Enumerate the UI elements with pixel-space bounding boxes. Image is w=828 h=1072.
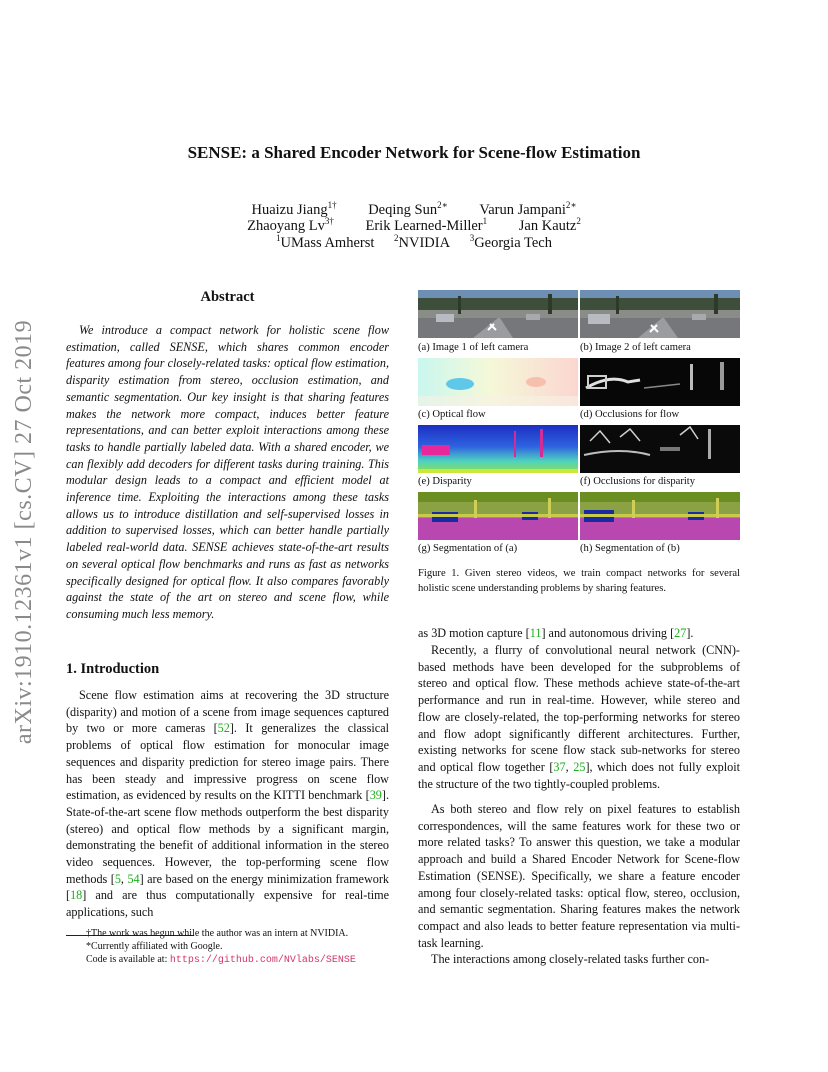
figure-segmentation-b [580, 492, 740, 540]
author: Deqing Sun$^{2∗}$ [368, 200, 448, 218]
code-url-link[interactable]: https://github.com/NVlabs/SENSE [169, 955, 356, 966]
figure-segmentation-a [418, 492, 578, 540]
abstract-text: We introduce a compact network for holistic scene flow estimation, called SENSE, which shares common encoder features among four closely-related tasks: optical flow estimation, disparity estimation from stereo, occlusion estimation, and semantic segmentation. Our key insight is that sharing features makes the network more compact, induces better feature representations, and can better exploit interactions among these tasks to handle partially labeled data. With a shared encoder, we can flexibly add decoders for different tasks during training. This modular design leads to a compact and efficient model at inference time. Exploiting the interactions among these tasks allows us to introduce distillation and self-supervised losses in addition to supervised losses, which can better handle partially labeled real-world data. SENSE achieves state-of-the-art results on several optical flow benchmarks and runs as fast as networks specifically designed for optical flow. It also compares favorably against the state of the art on stereo and scene flow, while consuming much less memory. [66, 323, 389, 621]
figure-panel-label-f: (f) Occlusions for disparity [580, 476, 696, 487]
figure-image-1-left-camera [418, 290, 578, 338]
citation-link[interactable]: 18 [70, 888, 83, 903]
figure-caption: Figure 1. Given stereo videos, we train compact networks for several holistic scene understanding problems by sharing features. [418, 568, 740, 594]
citation-link[interactable]: 11 [529, 626, 542, 640]
figure-disparity [418, 425, 578, 473]
author: Varun Jampani$^{2∗}$ [479, 200, 577, 218]
citation-link[interactable]: 52 [217, 721, 230, 736]
section-heading-introduction: 1. Introduction [66, 661, 160, 677]
intro-paragraph-1-continued: as 3D motion capture [11] and autonomous driving [27]. [418, 626, 694, 640]
affiliations [0, 233, 828, 253]
abstract-heading: Abstract [200, 289, 255, 305]
figure-panel-label-g: (g) Segmentation of (a) [418, 543, 518, 554]
arxiv-stamp: arXiv:1910.12361v1 [cs.CV] 27 Oct 2019 [11, 319, 37, 745]
intro-paragraph-3: As both stereo and flow rely on pixel features to establish correspondences, will the same features work for these two or more related tasks? To answer this question, we take a modular approach and build a Shared Encoder Network for Scene-flow Estimation (SENSE). Specifically, we share a feature encoder among four closely-related tasks: optical flow, stereo, occlusion, and semantic segmentation. Sharing features makes the network compact and also leads to better feature representation via multi-task learning. [418, 802, 740, 950]
affiliation: $^3$Georgia Tech [469, 233, 552, 251]
citation-link[interactable]: 27 [674, 626, 687, 640]
intro-paragraph-1: Scene flow estimation aims at recovering the 3D structure (disparity) and motion of a scene from image sequences captured by two or more cameras [52]. It generalizes the classical problems of optical flow estimation for monocular image sequences and disparity prediction for stereo image pairs. There has been steady and impressive progress on scene flow estimation, as evidenced by results on the KITTI benchmark [39]. State-of-the-art scene flow methods outperform the best disparity (stereo) and optical flow methods by a significant margin, demonstrating the benefit of additional information in the stereo video sequences. However, the top-performing scene flow methods [5, 54] are based on the energy minimization framework [18] and are thus computationally expensive for real-time applications, such [66, 688, 390, 920]
intro-paragraph-2: Recently, a flurry of convolutional neural network (CNN)-based methods have been developed for the subproblems of stereo and optical flow. These methods achieve state-of-the-art performance and run in real-time. However, while stereo and flow are closely-related, the top-performing networks for stereo and flow adopt significantly different architectures. Further, existing networks for scene flow stack sub-networks for stereo and optical flow together [37, 25], which does not fully exploit the structure of the two tightly-coupled problems. [418, 643, 741, 791]
footnote-code: Code is available at: https://github.com/NVlabs/SENSE [86, 954, 356, 966]
author: Erik Learned-Miller$^1$ [365, 216, 488, 234]
figure-panel-label-e: (e) Disparity [418, 476, 472, 487]
figure-panel-label-c: (c) Optical flow [418, 409, 486, 420]
figure-panel-label-b: (b) Image 2 of left camera [580, 342, 691, 353]
citation-link[interactable]: 25 [573, 759, 586, 774]
author: Huaizu Jiang$^{1\dagger}$ [251, 200, 337, 218]
citation-link[interactable]: 5 [114, 871, 121, 886]
figure-panel-label-d: (d) Occlusions for flow [580, 409, 680, 420]
citation-link[interactable]: 39 [369, 788, 382, 803]
affiliation: $^2$NVIDIA [394, 233, 451, 251]
intro-paragraph-4: The interactions among closely-related tasks further con- [431, 952, 710, 966]
figure-occlusions-disparity [580, 425, 740, 473]
footnote-intern: †The work was begun while the author was an intern at NVIDIA. [86, 928, 349, 939]
author: Zhaoyang $Lv^{3\dagger}$ [247, 216, 334, 234]
figure-optical-flow [418, 358, 578, 406]
footnote-affiliation: *Currently affiliated with Google. [86, 941, 223, 952]
figure-image-2-left-camera [580, 290, 740, 338]
figure-panel-label-a: (a) Image 1 of left camera [418, 342, 529, 353]
author: Jan Kautz$^2$ [518, 216, 581, 234]
affiliation: $^1$UMass Amherst [276, 233, 375, 251]
figure-panel-label-h: (h) Segmentation of (b) [580, 543, 680, 554]
citation-link[interactable]: 37 [553, 759, 566, 774]
citation-link[interactable]: 54 [127, 871, 140, 886]
paper-title: SENSE: a Shared Encoder Network for Scene-flow Estimation [187, 143, 641, 162]
figure-occlusions-flow [580, 358, 740, 406]
